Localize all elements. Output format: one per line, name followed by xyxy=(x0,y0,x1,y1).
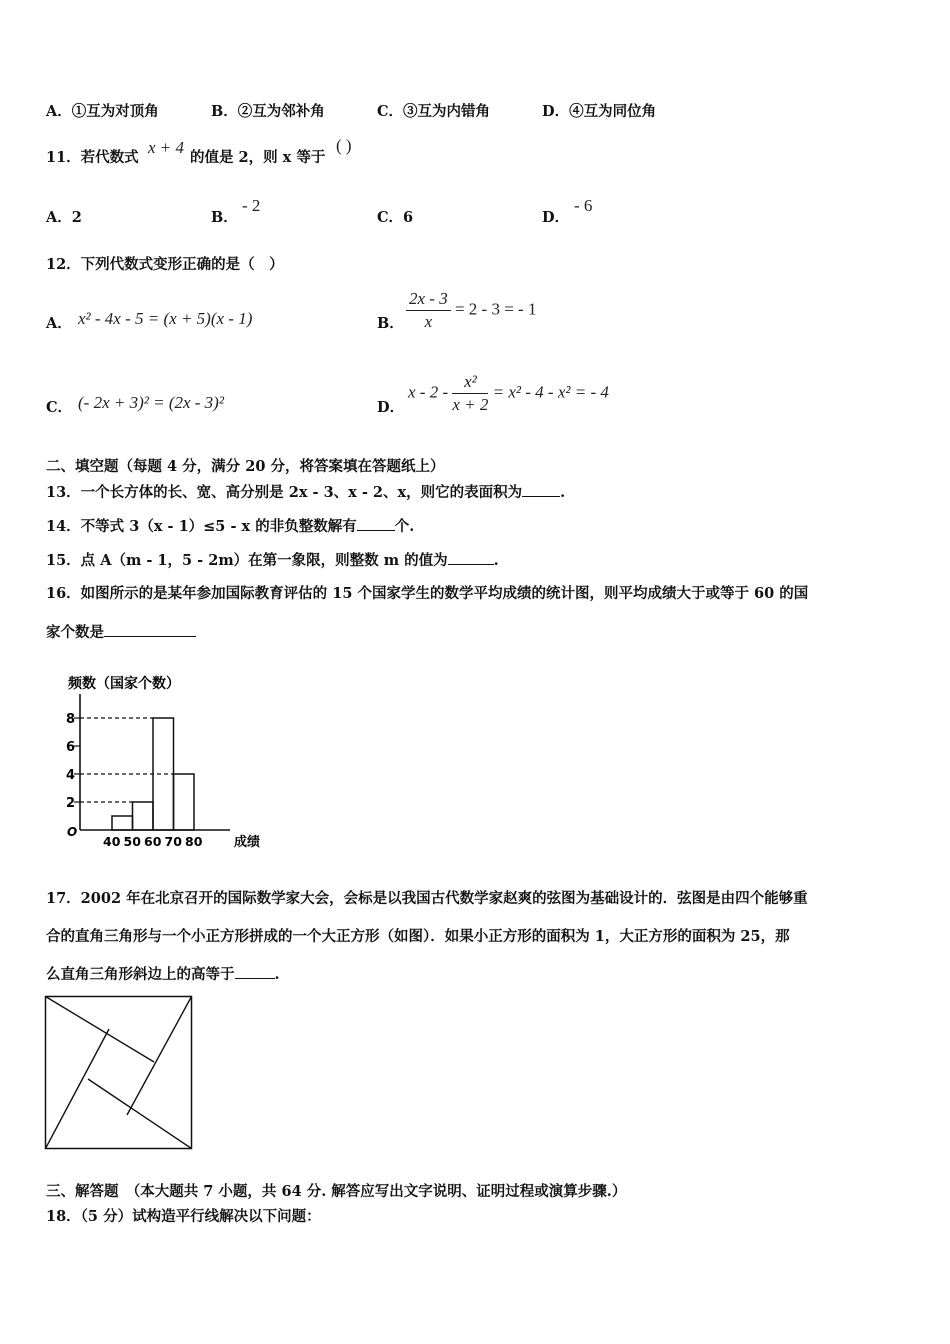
q11-option-c: C．6 xyxy=(377,209,414,226)
answer-blank xyxy=(104,622,196,637)
q14: 14．不等式 3（x - 1）≤5 - x 的非负整数解有 个. xyxy=(46,518,415,535)
q12-option-d-label: D． xyxy=(377,399,405,416)
q17-line2: 合的直角三角形与一个小正方形拼成的一个大正方形（如图）．如果小正方形的面积为 1，大正方形的面积为 25，那 xyxy=(46,928,790,945)
q12-d-denominator: x + 2 xyxy=(452,395,489,414)
x-tick-label: 80 xyxy=(185,834,203,849)
q11-option-b-label: B． xyxy=(211,209,238,226)
y-tick-label: 8 xyxy=(66,712,76,727)
section3-title: 三、解答题 （本大题共 7 小题，共 64 分. 解答应写出文字说明、证明过程或演算步骤.） xyxy=(46,1183,627,1200)
q11-paren: ( ) xyxy=(336,136,352,155)
q12-b-numerator: 2x - 3 xyxy=(406,288,451,311)
x-tick-label: 60 xyxy=(144,834,162,849)
chart-y-title: 频数（国家个数） xyxy=(68,676,180,692)
y-tick-label: 6 xyxy=(66,740,76,755)
q11-option-d-label: D． xyxy=(542,209,570,226)
triangle-hypotenuse-right xyxy=(127,997,192,1116)
q18: 18．（5 分）试构造平行线解决以下问题： xyxy=(46,1208,321,1225)
answer-blank xyxy=(448,550,494,565)
chart-origin: O xyxy=(67,825,78,839)
answer-blank xyxy=(235,964,275,979)
q12-option-d-expr xyxy=(408,371,609,416)
outer-square xyxy=(46,997,192,1149)
q12-stem: 12．下列代数式变形正确的是（ ） xyxy=(46,256,284,273)
triangle-hypotenuse-top xyxy=(46,997,155,1063)
answer-blank xyxy=(522,482,560,497)
q12-option-c-label: C． xyxy=(46,399,73,416)
q11-stem: 11．若代数式 xyxy=(46,149,139,166)
y-tick-label: 2 xyxy=(66,796,76,811)
q12-option-a-label: A． xyxy=(46,315,72,332)
histogram-bar xyxy=(133,802,154,830)
x-tick-label: 50 xyxy=(123,834,141,849)
q10-option-b: B．②互为邻补角 xyxy=(211,103,325,120)
pinwheel-square-diagram xyxy=(44,995,194,1151)
triangle-hypotenuse-left xyxy=(46,1029,110,1149)
q15: 15．点 A（m - 1，5 - 2m）在第一象限，则整数 m 的值为 . xyxy=(46,552,499,569)
q12-option-b-expr xyxy=(406,288,536,333)
q11-option-b-value: - 2 xyxy=(242,196,261,215)
q12-d-rest: = x² - 4 - x² = - 4 xyxy=(492,382,609,402)
section2-title: 二、填空题（每题 4 分，满分 20 分，将答案填在答题纸上） xyxy=(46,458,445,475)
q12-option-b-label: B． xyxy=(377,315,404,332)
triangle-hypotenuse-bottom xyxy=(88,1079,192,1149)
x-tick-label: 40 xyxy=(103,834,121,849)
histogram-chart xyxy=(40,664,290,860)
x-tick-label: 70 xyxy=(164,834,182,849)
q12-b-denominator: x xyxy=(424,312,433,331)
q11-stem-mid: 的值是 2，则 x 等于 xyxy=(190,149,326,166)
q11-option-a: A．2 xyxy=(46,209,82,226)
histogram-bar xyxy=(153,718,174,830)
q10-option-a: A．①互为对顶角 xyxy=(46,103,159,120)
q17-line3: 么直角三角形斜边上的高等于 . xyxy=(46,966,280,983)
y-tick-label: 4 xyxy=(66,768,76,783)
chart-x-title: 成绩 xyxy=(234,835,261,850)
q17-line1: 17．2002 年在北京召开的国际数学家大会，会标是以我国古代数学家赵爽的弦图为基础设计的．弦图是由四个能够重 xyxy=(46,890,808,907)
answer-blank xyxy=(357,516,395,531)
q13: 13．一个长方体的长、宽、高分别是 2x - 3、x - 2、x，则它的表面积为 . xyxy=(46,484,566,501)
q12-option-c-expr: (- 2x + 3)² = (2x - 3)² xyxy=(78,393,224,412)
q12-option-a-expr: x² - 4x - 5 = (x + 5)(x - 1) xyxy=(78,309,253,328)
q12-b-rest: = 2 - 3 = - 1 xyxy=(454,299,537,319)
q10-option-d: D．④互为同位角 xyxy=(542,103,657,120)
q10-option-c: C．③互为内错角 xyxy=(377,103,491,120)
q12-d-pre: x - 2 - xyxy=(408,382,449,402)
q12-d-numerator: x² xyxy=(452,371,488,394)
q11-option-d-value: - 6 xyxy=(574,196,593,215)
q11-expression: x + 4 xyxy=(148,138,185,157)
q16-line2: 家个数是 xyxy=(46,622,196,643)
histogram-bar xyxy=(174,774,195,830)
histogram-bar xyxy=(112,816,133,830)
q16-line1: 16．如图所示的是某年参加国际教育评估的 15 个国家学生的数学平均成绩的统计图，则平均成绩大于或等于 60 的国 xyxy=(46,585,809,602)
